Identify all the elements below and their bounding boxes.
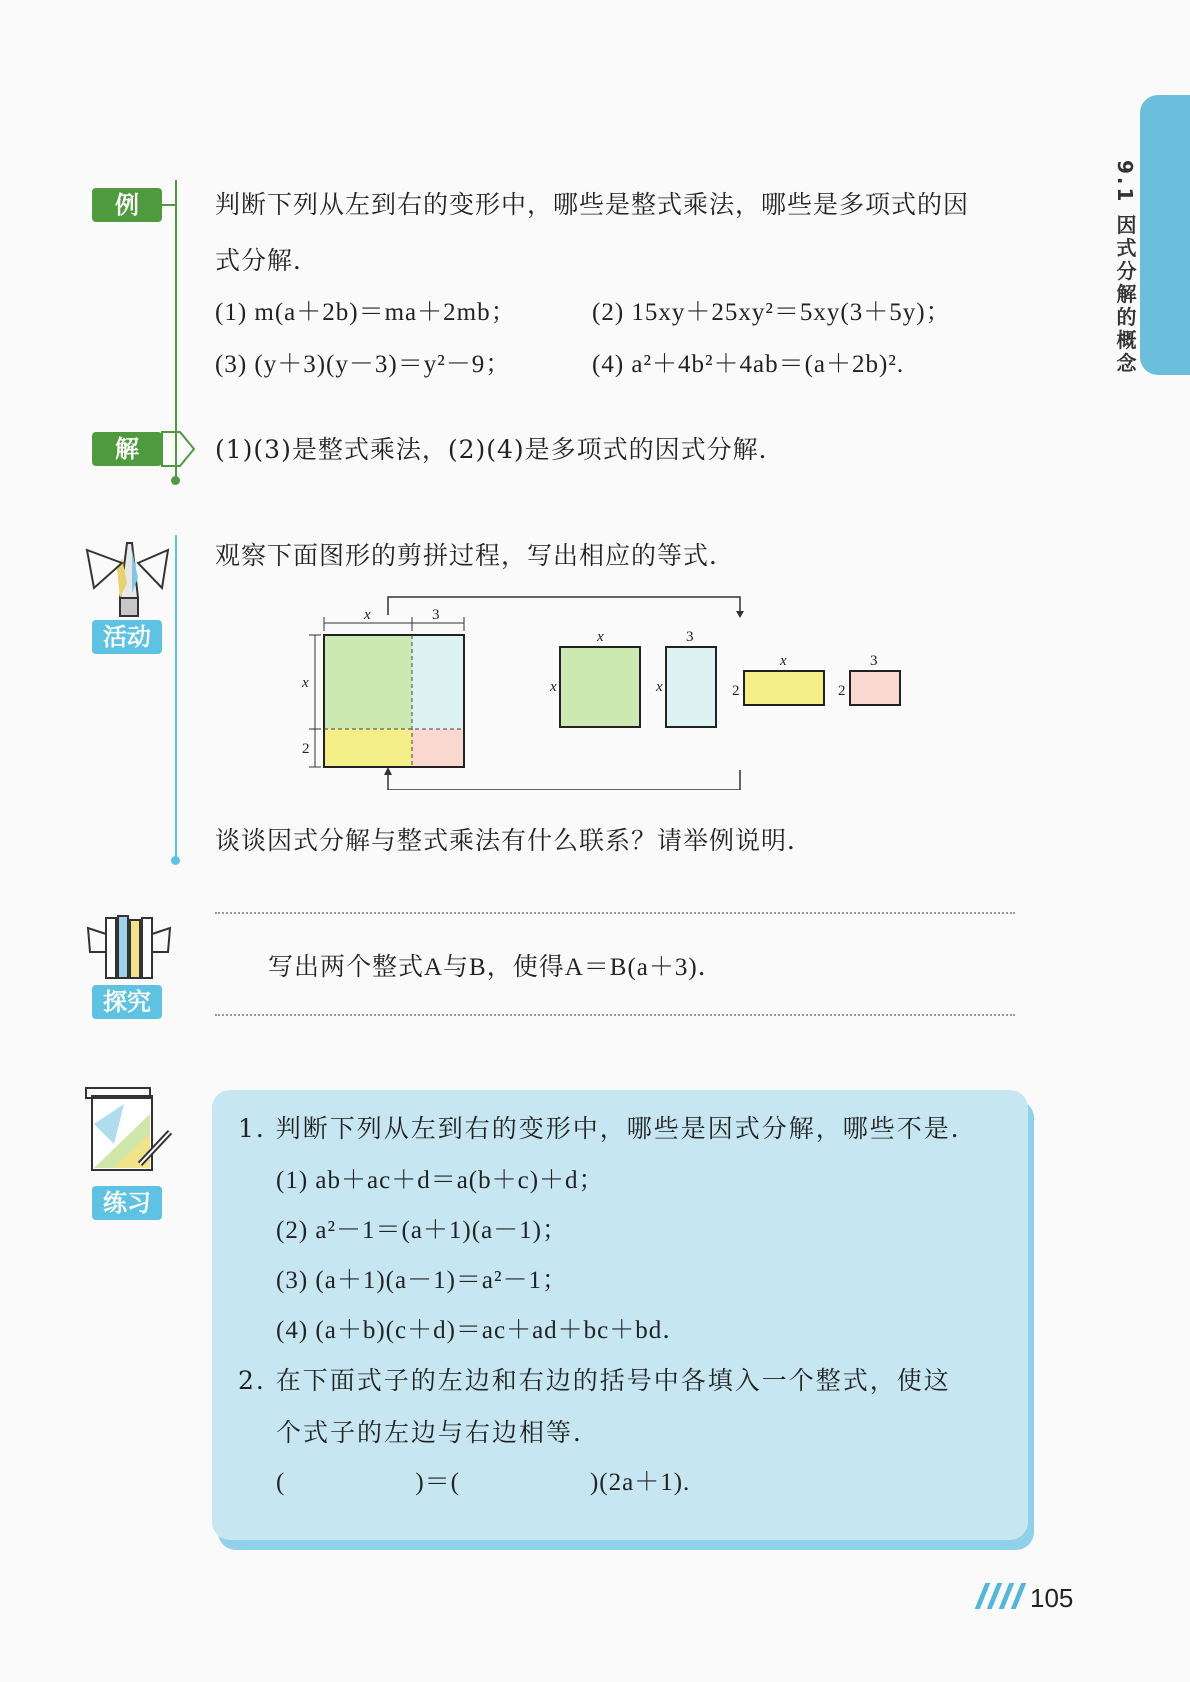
piece-x-square [560, 647, 640, 727]
piece-x-by-3-side-label: x [656, 679, 663, 695]
explore-text: 写出两个整式A与B，使得A＝B(a＋3)． [268, 954, 724, 981]
chapter-side-tab [1140, 95, 1190, 375]
section-number: 9.1 [1113, 160, 1137, 205]
explore-top-divider [215, 912, 1015, 914]
diagram-x-by-3-rect [412, 635, 464, 729]
practice-q1-item-4: (4) (a＋b)(c＋d)＝ac＋ad＋bc＋bd． [276, 1317, 689, 1344]
cut-and-paste-diagram [300, 585, 960, 790]
piece-x-square-top-label: x [597, 629, 604, 645]
diagram-x-square [324, 635, 412, 729]
practice-badge: 练习 [92, 1186, 162, 1220]
piece-x-by-3-top-label: 3 [686, 629, 694, 645]
practice-q1-item-1: (1) ab＋ac＋d＝a(b＋c)＋d； [276, 1167, 605, 1194]
page-number: 105 [1030, 1583, 1074, 1613]
piece-2-by-x-rect [744, 671, 824, 705]
example-badge: 例 [92, 188, 162, 222]
practice-q1-item-2: (2) a²－1＝(a＋1)(a－1)； [276, 1217, 568, 1244]
diagram-left-x-label: x [302, 675, 309, 691]
piece-x-square-side-label: x [550, 679, 557, 695]
activity-rail-end-dot [171, 856, 180, 865]
diagram-top-3-label: 3 [432, 607, 440, 623]
practice-q2-equation: ( )＝( )(2a＋1). [276, 1469, 691, 1496]
diagram-2-by-3-rect [412, 729, 464, 767]
piece-2-by-x-top-label: x [780, 653, 787, 669]
example-item-4: (4) a²＋4b²＋4ab＝(a＋2b)². [592, 351, 905, 378]
example-item-3: (3) (y＋3)(y－3)＝y²－9； [215, 351, 512, 378]
activity-kite-icon [82, 538, 172, 618]
piece-x-by-3-rect [666, 647, 716, 727]
activity-rail [175, 535, 177, 860]
practice-q2-line1: 2. 在下面式子的左边和右边的括号中各填入一个整式，使这 [238, 1366, 951, 1395]
explore-bottom-divider [215, 1014, 1015, 1016]
practice-notebook-icon [84, 1084, 176, 1174]
section-title: 因式分解的概念 [1113, 214, 1137, 376]
example-question-line1: 判断下列从左到右的变形中，哪些是整式乘法，哪些是多项式的因 [215, 190, 970, 219]
activity-question: 谈谈因式分解与整式乘法有什么联系？请举例说明． [215, 826, 814, 855]
practice-q1-item-3: (3) (a＋1)(a－1)＝a²－1； [276, 1267, 568, 1294]
solution-badge: 解 [92, 432, 162, 466]
piece-2-by-3-rect [850, 671, 900, 705]
chapter-side-title [1110, 160, 1140, 375]
diagram-2-by-x-rect [324, 729, 412, 767]
explore-books-icon [84, 912, 174, 984]
piece-2-by-x-side-label: 2 [732, 683, 740, 699]
example-question-line2: 式分解． [215, 246, 320, 275]
diagram-left-2-label: 2 [302, 741, 310, 757]
diagram-top-x-label: x [364, 607, 371, 623]
example-rail-end-dot [171, 476, 180, 485]
piece-2-by-3-side-label: 2 [838, 683, 846, 699]
solution-arrow-icon [160, 430, 196, 468]
example-item-1: (1) m(a＋2b)＝ma＋2mb； [215, 299, 517, 326]
activity-instruction: 观察下面图形的剪拼过程，写出相应的等式． [215, 541, 736, 570]
example-item-2: (2) 15xy＋25xy²＝5xy(3＋5y)； [592, 299, 952, 326]
diagram-top-bracket [388, 597, 740, 615]
activity-badge: 活动 [92, 620, 162, 654]
practice-q1-title: 1. 判断下列从左到右的变形中，哪些是因式分解，哪些不是． [238, 1114, 978, 1143]
piece-2-by-3-top-label: 3 [870, 653, 878, 669]
solution-text: (1)(3)是整式乘法，(2)(4)是多项式的因式分解． [215, 435, 785, 464]
explore-badge: 探究 [92, 985, 162, 1019]
diagram-bottom-bracket [388, 770, 740, 790]
practice-q2-line2: 个式子的左边与右边相等． [276, 1418, 601, 1447]
